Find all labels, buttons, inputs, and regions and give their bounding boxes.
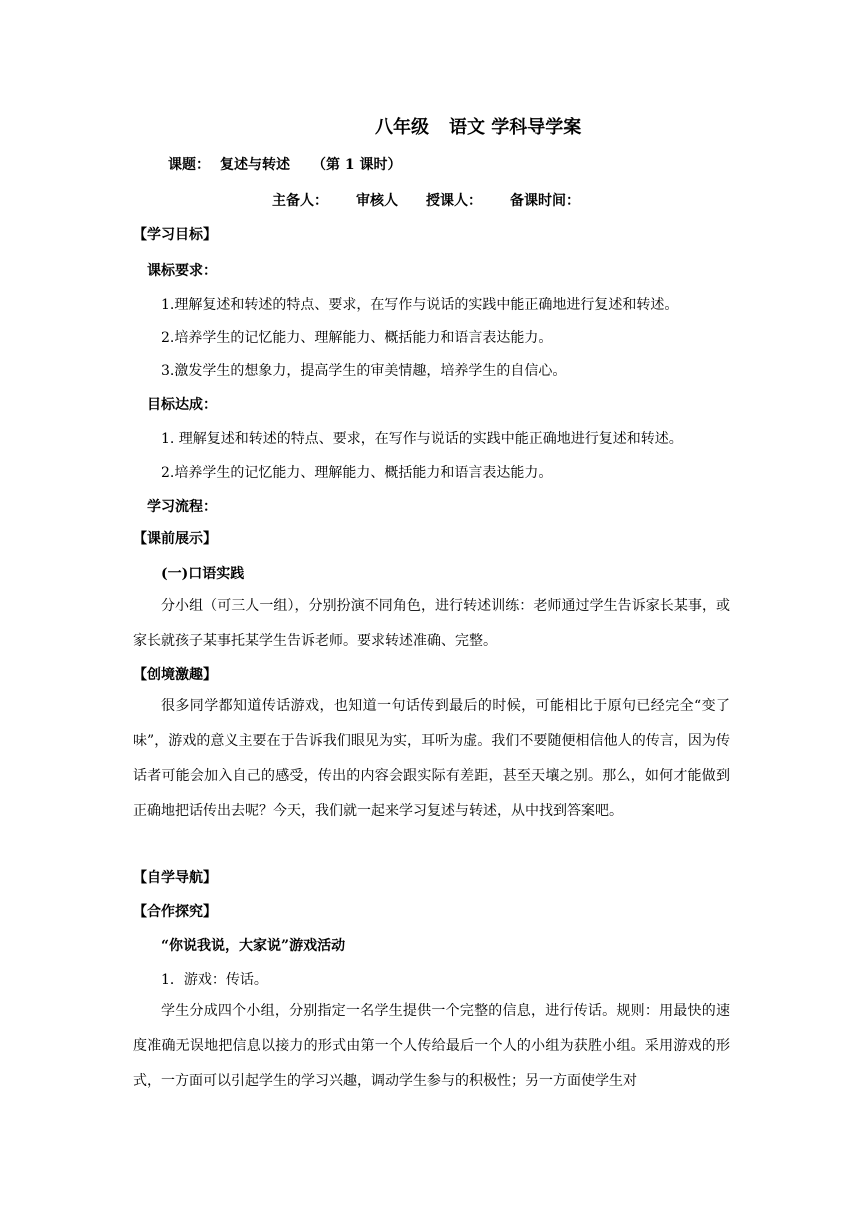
curriculum-item: 3.激发学生的想象力，提高学生的审美情趣，培养学生的自信心。 xyxy=(161,363,567,379)
scenario-heading: 【创境激趣】 xyxy=(133,667,217,683)
activity-title: “你说我说，大家说”游戏活动 xyxy=(161,938,346,954)
preparer-label: 主备人： xyxy=(272,193,328,209)
self-study-heading: 【自学导航】 xyxy=(133,870,217,886)
curriculum-item: 2.培养学生的记忆能力、理解能力、概括能力和语言表达能力。 xyxy=(161,330,553,346)
title-subject: 语文 学科导学案 xyxy=(449,117,582,138)
page-title xyxy=(375,117,581,139)
scenario-paragraph: 很多同学都知道传话游戏，也知道一句话传到最后的时候，可能相比于原句已经完全“变了味”，游戏的意义主要在于告诉我们眼见为实，耳听为虚。我们不要随便相信他人的传言，因为传话者可能会加入自己的感受，传出的内容会跟实际有差距，甚至天壤之别。那么，如何才能做到正确地把话传出去呢？今天，我们就一起来学习复述与转述，从中找到答案吧。 xyxy=(133,698,730,819)
achievement-label: 目标达成： xyxy=(147,397,217,413)
preview-paragraph: 分小组（可三人一组），分别扮演不同角色，进行转述训练：老师通过学生告诉家长某事，或家长就孩子某事托某学生告诉老师。要求转述准确、完整。 xyxy=(133,598,730,649)
title-grade: 八年级 xyxy=(375,117,429,138)
lesson-period: （第 1 课时） xyxy=(312,157,402,173)
topic-label: 课题： xyxy=(168,157,210,173)
reviewer-label: 审核人 xyxy=(356,193,398,209)
activity-item: 1．游戏：传话。 xyxy=(161,972,268,988)
staff-line xyxy=(272,192,580,210)
topic-value: 复述与转述 xyxy=(220,157,290,173)
learning-goals-heading: 【学习目标】 xyxy=(133,227,217,243)
achievement-item: 1. 理解复述和转述的特点、要求，在写作与说话的实践中能正确地进行复述和转述。 xyxy=(161,431,683,447)
teacher-label: 授课人： xyxy=(426,193,482,209)
curriculum-item: 1.理解复述和转述的特点、要求，在写作与说话的实践中能正确地进行复述和转述。 xyxy=(161,297,679,313)
activity-paragraph: 学生分成四个小组，分别指定一名学生提供一个完整的信息，进行传话。规则：用最快的速度准确无误地把信息以接力的形式由第一个人传给最后一个人的小组为获胜小组。采用游戏的形式，一方面可以引起学生的学习兴趣，调动学生参与的积极性；另一方面使学生对 xyxy=(133,1003,730,1089)
process-label: 学习流程： xyxy=(147,499,217,515)
preview-subheading: (一)口语实践 xyxy=(161,566,245,582)
prep-time-label: 备课时间： xyxy=(510,193,580,209)
topic-line xyxy=(168,156,402,174)
preview-heading: 【课前展示】 xyxy=(133,531,217,547)
cooperation-heading: 【合作探究】 xyxy=(133,904,217,920)
curriculum-label: 课标要求： xyxy=(147,263,217,279)
achievement-item: 2.培养学生的记忆能力、理解能力、概括能力和语言表达能力。 xyxy=(161,465,553,481)
